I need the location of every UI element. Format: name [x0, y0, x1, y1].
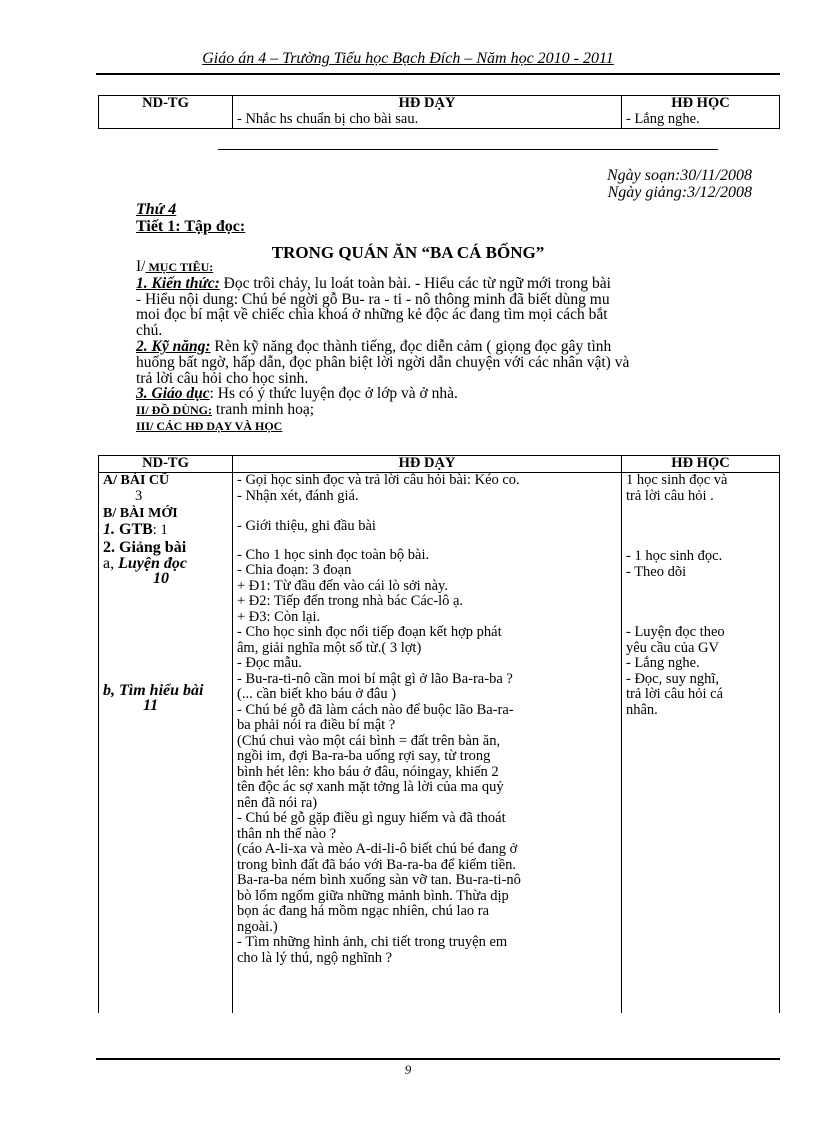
page-header: Giáo án 4 – Trường Tiểu học Bạch Đích – Năm học 2010 - 2011 — [202, 50, 614, 67]
content-col1: A/ BÀI CŨ 3 B/ BÀI MỚI 1. GTB: 1 2. Giảng bài a, Luyện đọc 10 b, Tìm hiểu bài 11 — [99, 473, 233, 1014]
do-dung-label: II/ ĐỒ DÙNG: — [136, 403, 213, 418]
lesson-title: TRONG QUÁN ĂN “BA CÁ BỐNG” — [271, 243, 545, 262]
objectives-block: I/ MỤC TIÊU: 1. Kiến thức: Đọc trôi chảy, lu loát toàn bài. - Hiểu các từ ngữ mới trong bài - Hiểu nội dung: Chú bé ngời gỗ Bu- ra - ti - nô thông minh đã biết dùng mu moi đọc bí mật về chiếc chìa khoá ở những kẻ độc ác đang tìm mọi cách bắt chú. 2. Kỹ năng: Rèn kỹ năng đọc thành tiếng, đọc diễn cảm ( giọng đọc gây tình huống bất ngờ, hấp dẫn, đọc phân biệt lời ngời dẫn chuyện với các nhân vật) và trả lời câu hỏi cho học sinh. 3. Giáo dục: Hs có ý thức luyện đọc ở lớp và ở nhà. II/ ĐỒ DÙNG: tranh minh hoạ; III/ CÁC HĐ DẠY VÀ HỌC — [136, 259, 758, 435]
lesson-name: Tập đọc: — [184, 218, 246, 235]
objectives-heading: I/ MỤC TIÊU: — [136, 258, 214, 275]
main-head-col1: ND-TG — [99, 456, 233, 473]
content-col3: 1 học sinh đọc và trả lời câu hỏi . - 1 học sinh đọc. - Theo dõi - Luyện đọc theo yêu cầu của GV - Lắng nghe. - Đọc, suy nghĩ, trả lời câu hỏi cá nhân. — [622, 473, 780, 1014]
hd-day-hoc-label: III/ CÁC HĐ DẠY VÀ HỌC — [136, 418, 283, 433]
date-giang: Ngày giảng:3/12/2008 — [607, 184, 752, 201]
top-table-col1: ND-TG — [99, 96, 233, 129]
separator-rule — [218, 149, 718, 150]
kien-thuc-label: 1. Kiến thức: — [136, 274, 220, 292]
day-label: Thứ 4 — [136, 201, 177, 218]
top-table — [98, 95, 780, 129]
lesson-heading — [136, 218, 245, 236]
content-col2: - Gọi học sinh đọc và trả lời câu hỏi bài: Kéo co. - Nhận xét, đánh giá. - Giới thiệu, ghi đầu bài - Cho 1 học sinh đọc toàn bộ bài. - Chia đoạn: 3 đoạn + Đ1: Từ đầu đến vào cái lò sởi này. + Đ2: Tiếp đến trong nhà bác Các-lô ạ. + Đ3: Còn lại. - Cho học sinh đọc nối tiếp đoạn kết hợp phát âm, giải nghĩa một số từ.( 3 lợt) - Đọc mẫu. - Bu-ra-ti-nô cần moi bí mật gì ở lão Ba-ra-ba ? (... cần biết kho báu ở đâu ) - Chú bé gỗ đã làm cách nào để buộc lão Ba-ra- ba phải nói ra điều bí mật ? (Chú chui vào một cái bình = đất trên bàn ăn, ngồi im, đợi Ba-ra-ba uống rợi say, từ trong bình hét lên: kho báu ở đâu, nóingay, khiến 2 tên độc ác sợ xanh mặt tởng là lời của ma quỷ nên đã nói ra) - Chú bé gỗ gặp điều gì nguy hiểm và đã thoát thân nh thế nào ? (cáo A-li-xa và mèo A-di-li-ô biết chú bé đang ở trong bình đất đã báo với Ba-ra-ba để kiếm tiền. Ba-ra-ba ném bình xuống sàn vỡ tan. Bu-ra-ti-nô bò lổm ngổm giữa những mảnh bình. Thừa dịp bọn ác đang há mồm ngạc nhiên, chú lao ra ngoài.) - Tìm những hình ảnh, chi tiết trong truyện em cho là lý thú, ngộ nghĩnh ? — [233, 473, 622, 1014]
main-head-col2: HĐ DẠY — [233, 456, 622, 473]
ky-nang-label: 2. Kỹ năng: — [136, 337, 211, 355]
top-table-col3-text: - Lắng nghe. — [622, 112, 780, 129]
giao-duc-label: 3. Giáo dục — [136, 385, 210, 403]
top-table-col2-head: HĐ DẠY — [233, 96, 622, 112]
top-table-col2-text: - Nhắc hs chuẩn bị cho bài sau. — [233, 112, 622, 129]
main-head-col3: HĐ HỌC — [622, 456, 780, 473]
page-number: 9 — [404, 1062, 412, 1077]
dates-block — [607, 167, 752, 201]
header-rule — [96, 73, 780, 75]
lesson-label: Tiết 1: — [136, 218, 181, 235]
main-table — [98, 455, 780, 1013]
date-soan: Ngày soạn:30/11/2008 — [606, 167, 752, 184]
top-table-col3-head: HĐ HỌC — [622, 96, 780, 112]
footer-rule — [96, 1058, 780, 1060]
